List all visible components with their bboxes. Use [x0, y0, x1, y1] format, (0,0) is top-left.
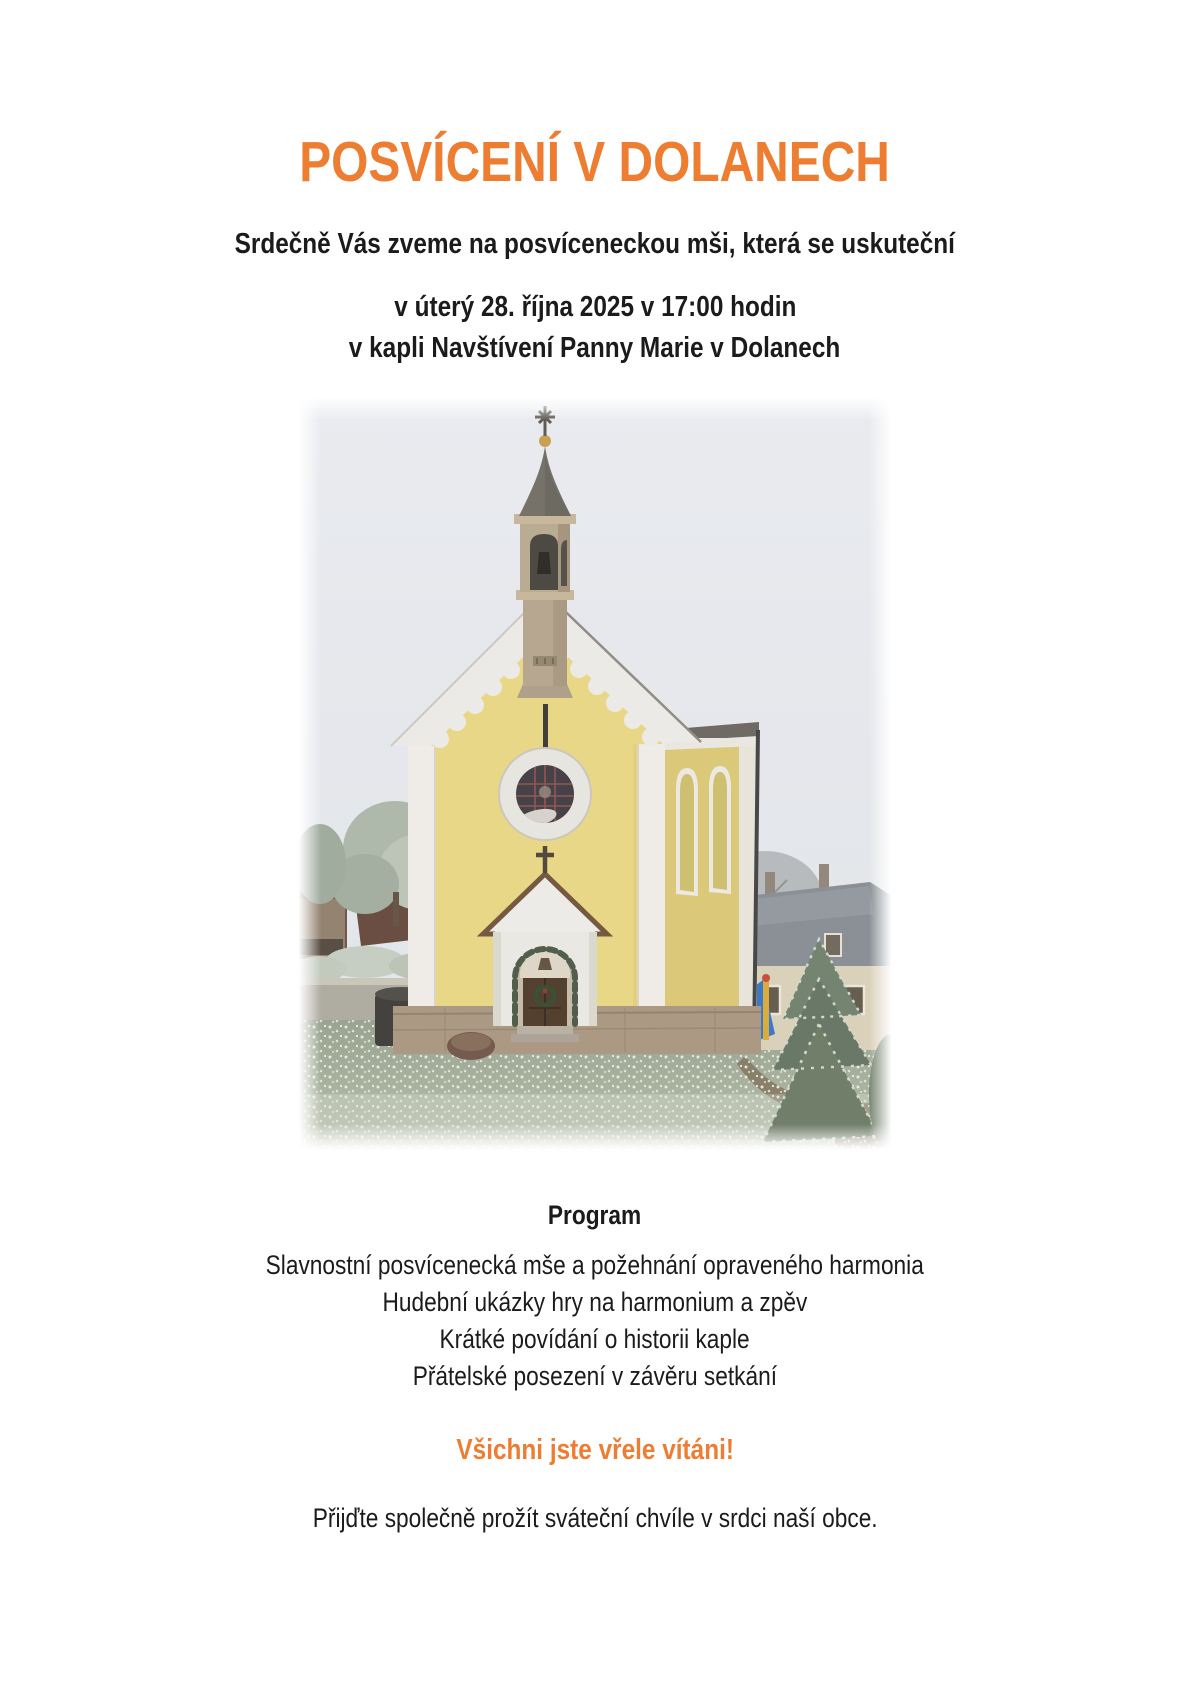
welcome-line: Všichni jste vřele vítáni! [456, 1433, 734, 1466]
program-item: Přátelské posezení v závěru setkání [412, 1361, 778, 1392]
program-heading: Program [548, 1199, 642, 1230]
chapel-photo [295, 394, 895, 1154]
event-datetime-block [0, 287, 1190, 369]
place-line: v kapli Navštívení Panny Marie v Dolanech [349, 332, 841, 365]
date-line: v úterý 28. října 2025 v 17:00 hodin [393, 291, 797, 324]
closing-line: Přijďte společně prožít sváteční chvíle v srdci naší obce. [312, 1502, 878, 1533]
chapel-illustration [295, 394, 895, 1154]
page-title-text: POSVÍCENÍ V DOLANECH [299, 130, 891, 194]
fog-overlay [295, 394, 895, 1154]
intro-line: Srdečně Vás zveme na posvíceneckou mši, která se uskuteční [234, 227, 956, 260]
program-item: Slavnostní posvícenecká mše a požehnání opraveného harmonia [265, 1249, 925, 1280]
program-item: Krátké povídání o historii kaple [439, 1324, 751, 1355]
program-item: Hudební ukázky hry na harmonium a zpěv [382, 1286, 808, 1317]
program-list [0, 1247, 1190, 1396]
page-title [0, 130, 1190, 196]
